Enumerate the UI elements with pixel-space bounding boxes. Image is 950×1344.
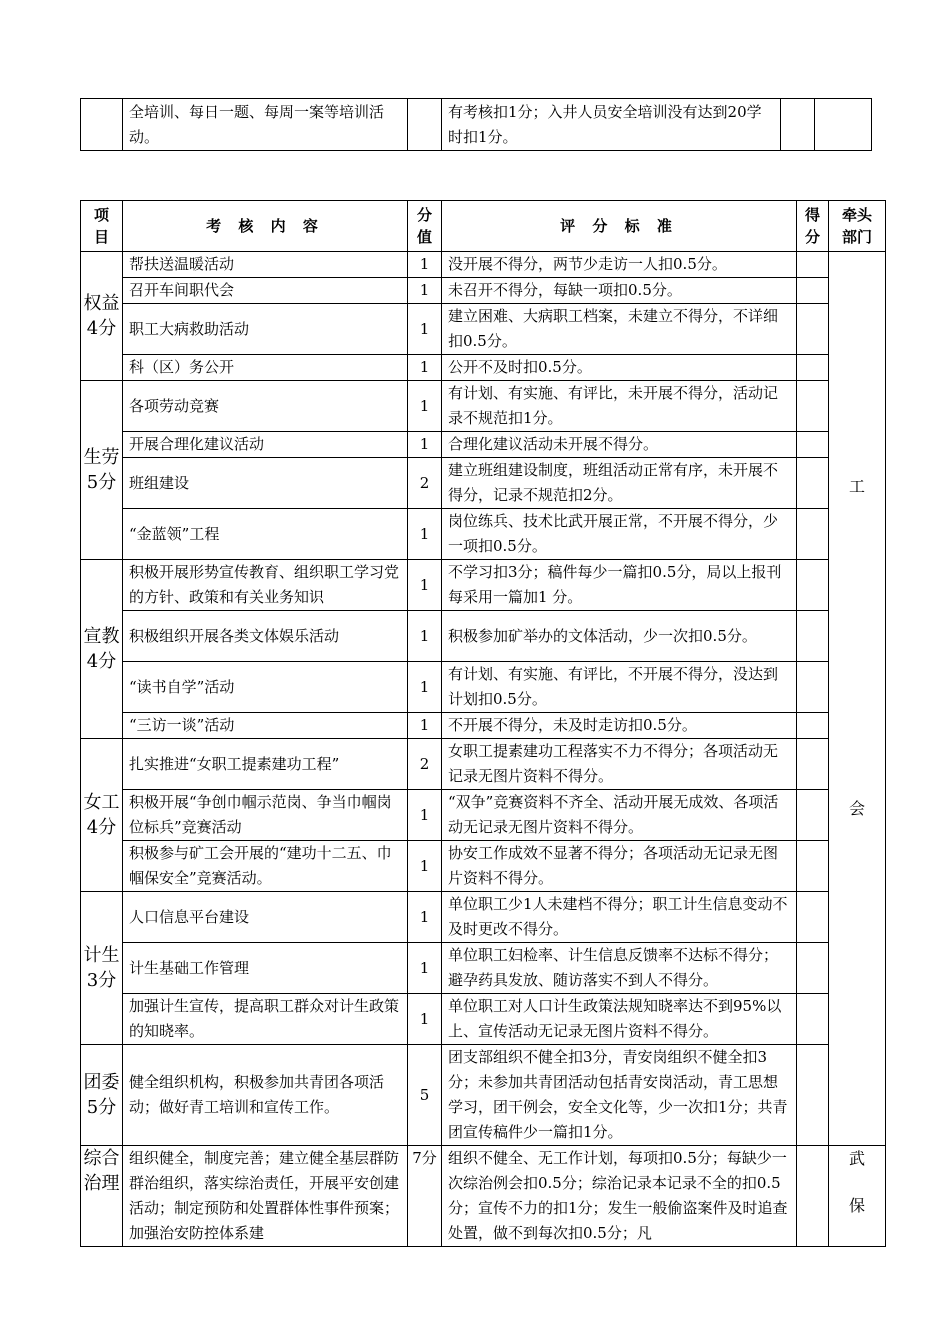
table-row	[81, 252, 886, 278]
score-cell: 1	[408, 662, 442, 713]
criteria-cell: 女职工提素建功工程落实不力不得分；各项活动无记录无图片资料不得分。	[442, 739, 797, 790]
got-cell	[797, 841, 829, 892]
table-row	[81, 355, 886, 381]
table-row	[81, 790, 886, 841]
score-cell: 1	[408, 252, 442, 278]
score-cell: 1	[408, 381, 442, 432]
content-cell: 组织健全，制度完善；建立健全基层群防群治组织，落实综治责任，开展平安创建活动；制定预防和处置群体性事件预案；加强治安防控体系建	[123, 1146, 408, 1247]
content-cell: 人口信息平台建设	[123, 892, 408, 943]
section-label: 生劳5分	[81, 381, 123, 560]
content-cell: 扎实推进“女职工提素建功工程”	[123, 739, 408, 790]
got-cell	[797, 278, 829, 304]
header-content: 考 核 内 容	[123, 201, 408, 252]
table-row	[81, 713, 886, 739]
score-cell: 1	[408, 892, 442, 943]
dept-security-char-2: 保	[848, 1196, 865, 1215]
got-cell	[797, 1146, 829, 1247]
criteria-cell: 有计划、有实施、有评比，不开展不得分，没达到计划扣0.5分。	[442, 662, 797, 713]
header-got: 得分	[797, 201, 829, 252]
got-cell	[797, 1045, 829, 1146]
criteria-cell: 单位职工对人口计生政策法规知晓率达不到95%以上、宣传活动无记录无图片资料不得分。	[442, 994, 797, 1045]
criteria-cell: 协安工作成效不显著不得分；各项活动无记录无图片资料不得分。	[442, 841, 797, 892]
section-label: 计生3分	[81, 892, 123, 1045]
section-label: 女工4分	[81, 739, 123, 892]
content-cell: 积极开展“争创巾帼示范岗、争当巾帼岗位标兵”竞赛活动	[123, 790, 408, 841]
dept-cell	[815, 99, 872, 151]
got-cell	[797, 713, 829, 739]
table-row	[81, 739, 886, 790]
content-cell: “三访一谈”活动	[123, 713, 408, 739]
score-cell: 1	[408, 278, 442, 304]
criteria-cell: 不学习扣3分；稿件每少一篇扣0.5分，局以上报刊每采用一篇加1 分。	[442, 560, 797, 611]
criteria-cell: 不开展不得分，未及时走访扣0.5分。	[442, 713, 797, 739]
content-cell: 积极参与矿工会开展的“建功十二五、巾帼保安全”竞赛活动。	[123, 841, 408, 892]
table-row	[81, 381, 886, 432]
score-cell: 1	[408, 790, 442, 841]
got-cell	[797, 790, 829, 841]
score-cell: 1	[408, 713, 442, 739]
score-cell	[408, 99, 442, 151]
table-row	[81, 509, 886, 560]
got-cell	[797, 355, 829, 381]
criteria-cell: 单位职工少1人未建档不得分；职工计生信息变动不及时更改不得分。	[442, 892, 797, 943]
section-label: 团委5分	[81, 1045, 123, 1146]
criteria-cell: 组织不健全、无工作计划，每项扣0.5分；每缺少一次综治例会扣0.5分；综治记录本记录不全的扣0.5分；宣传不力的扣1分；发生一般偷盗案件及时追查处置，做不到每次扣0.5分；凡	[442, 1146, 797, 1247]
content-cell: 全培训、每日一题、每周一案等培训活动。	[123, 99, 408, 151]
table-row	[81, 99, 872, 151]
content-cell: 帮扶送温暖活动	[123, 252, 408, 278]
score-cell: 1	[408, 432, 442, 458]
table-row	[81, 841, 886, 892]
table-row	[81, 892, 886, 943]
score-cell: 1	[408, 304, 442, 355]
dept-union	[829, 252, 886, 1146]
table-row	[81, 611, 886, 662]
section-label: 宣教4分	[81, 560, 123, 739]
header-dept: 牵头部门	[829, 201, 886, 252]
item-cell	[81, 99, 123, 151]
score-cell: 1	[408, 943, 442, 994]
content-cell: 健全组织机构，积极参加共青团各项活动；做好青工培训和宣传工作。	[123, 1045, 408, 1146]
score-cell: 1	[408, 355, 442, 381]
dept-security-char-1: 武	[848, 1149, 865, 1168]
criteria-cell: 建立班组建设制度，班组活动正常有序，未开展不得分，记录不规范扣2分。	[442, 458, 797, 509]
criteria-cell: 岗位练兵、技术比武开展正常，不开展不得分，少一项扣0.5分。	[442, 509, 797, 560]
score-cell: 1	[408, 841, 442, 892]
got-cell	[797, 560, 829, 611]
got-cell	[797, 458, 829, 509]
got-cell	[797, 509, 829, 560]
assessment-table	[80, 200, 886, 1247]
table-row	[81, 432, 886, 458]
content-cell: “金蓝领”工程	[123, 509, 408, 560]
got-cell	[797, 662, 829, 713]
dept-union-char-2: 会	[848, 799, 865, 818]
got-cell	[797, 381, 829, 432]
got-cell	[797, 611, 829, 662]
dept-union-char-1: 工	[848, 477, 865, 496]
got-cell	[797, 994, 829, 1045]
criteria-cell: 公开不及时扣0.5分。	[442, 355, 797, 381]
criteria-cell: “双争”竞赛资料不齐全、活动开展无成效、各项活动无记录无图片资料不得分。	[442, 790, 797, 841]
score-cell: 1	[408, 509, 442, 560]
header-item: 项目	[81, 201, 123, 252]
content-cell: 科（区）务公开	[123, 355, 408, 381]
got-cell	[797, 943, 829, 994]
header-score: 分值	[408, 201, 442, 252]
content-cell: 各项劳动竞赛	[123, 381, 408, 432]
got-cell	[797, 739, 829, 790]
got-cell	[797, 892, 829, 943]
table-row	[81, 662, 886, 713]
content-cell: 积极开展形势宣传教育、组织职工学习党的方针、政策和有关业务知识	[123, 560, 408, 611]
score-cell: 1	[408, 560, 442, 611]
criteria-cell: 未召开不得分，每缺一项扣0.5分。	[442, 278, 797, 304]
score-cell: 5	[408, 1045, 442, 1146]
got-cell	[797, 432, 829, 458]
criteria-cell: 合理化建议活动未开展不得分。	[442, 432, 797, 458]
content-cell: 召开车间职代会	[123, 278, 408, 304]
table-row	[81, 1146, 886, 1247]
table-row	[81, 1045, 886, 1146]
section-label: 综合治理	[81, 1146, 123, 1247]
continuation-table	[80, 98, 872, 151]
content-cell: 职工大病救助活动	[123, 304, 408, 355]
criteria-cell: 积极参加矿举办的文体活动，少一次扣0.5分。	[442, 611, 797, 662]
content-cell: 班组建设	[123, 458, 408, 509]
table-row	[81, 304, 886, 355]
score-cell: 1	[408, 994, 442, 1045]
score-cell: 7分	[408, 1146, 442, 1247]
got-cell	[797, 304, 829, 355]
header-criteria: 评 分 标 准	[442, 201, 797, 252]
score-cell: 2	[408, 739, 442, 790]
content-cell: “读书自学”活动	[123, 662, 408, 713]
score-cell: 1	[408, 611, 442, 662]
got-cell	[781, 99, 815, 151]
dept-security	[829, 1146, 886, 1247]
content-cell: 积极组织开展各类文体娱乐活动	[123, 611, 408, 662]
table-row	[81, 560, 886, 611]
table-row	[81, 994, 886, 1045]
criteria-cell: 没开展不得分，两节少走访一人扣0.5分。	[442, 252, 797, 278]
criteria-cell: 团支部组织不健全扣3分，青安岗组织不健全扣3分；未参加共青团活动包括青安岗活动，青工思想学习，团干例会，安全文化等，少一次扣1分；共青团宣传稿件少一篇扣1分。	[442, 1045, 797, 1146]
section-label: 权益4分	[81, 252, 123, 381]
got-cell	[797, 252, 829, 278]
criteria-cell: 单位职工妇检率、计生信息反馈率不达标不得分；避孕药具发放、随访落实不到人不得分。	[442, 943, 797, 994]
criteria-cell: 建立困难、大病职工档案，未建立不得分，不详细扣0.5分。	[442, 304, 797, 355]
table-row	[81, 458, 886, 509]
table-row	[81, 278, 886, 304]
header-row	[81, 201, 886, 252]
criteria-cell: 有考核扣1分；入井人员安全培训没有达到20学时扣1分。	[442, 99, 781, 151]
content-cell: 计生基础工作管理	[123, 943, 408, 994]
score-cell: 2	[408, 458, 442, 509]
criteria-cell: 有计划、有实施、有评比，未开展不得分，活动记录不规范扣1分。	[442, 381, 797, 432]
content-cell: 加强计生宣传，提高职工群众对计生政策的知晓率。	[123, 994, 408, 1045]
content-cell: 开展合理化建议活动	[123, 432, 408, 458]
table-row	[81, 943, 886, 994]
